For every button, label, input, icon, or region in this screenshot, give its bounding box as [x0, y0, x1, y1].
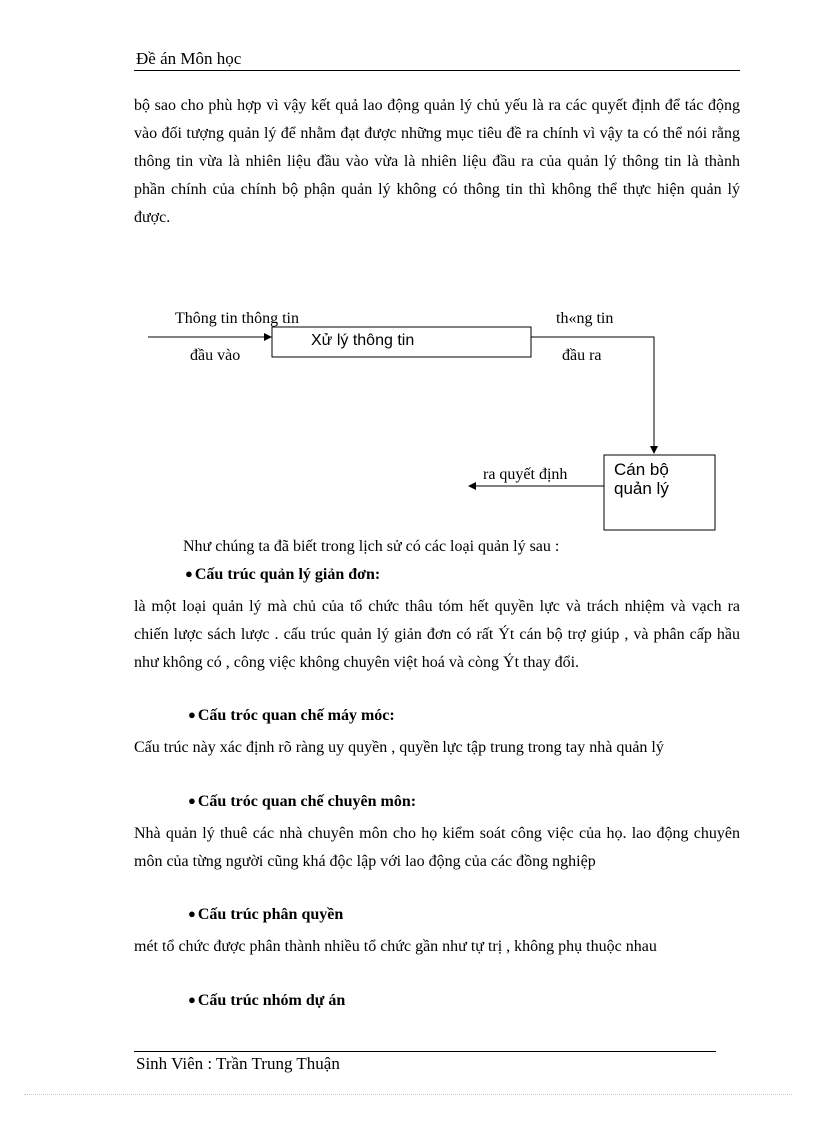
page-bottom-border [24, 1094, 792, 1095]
section-text: Cấu trúc này xác định rõ ràng uy quyền , quyền lực tập trung trong tay nhà quản lý [134, 739, 664, 756]
input-label-bottom: đầu vào [190, 347, 241, 364]
bullet-icon: ● [185, 566, 193, 581]
bullet-icon: ● [188, 793, 196, 808]
bullet-icon: ● [188, 707, 196, 722]
manager-box-label-2: quản lý [614, 479, 669, 498]
section-heading: ● Cấu trúc phân quyền [188, 906, 344, 923]
section-heading: ● Cấu tróc quan chế máy móc: [188, 707, 395, 724]
input-label-top: Thông tin thông tin [175, 310, 299, 327]
manager-box-label-1: Cán bộ [614, 460, 669, 479]
process-box-label: Xử lý thông tin [311, 332, 415, 349]
bullet-icon: ● [188, 992, 196, 1007]
output-label-top: th«ng tin [556, 310, 614, 327]
output-label-bottom: đầu ra [562, 347, 602, 364]
decision-label: ra quyết định [483, 466, 568, 483]
section-text: là một loại quản lý mà chủ của tổ chức thâu tóm hết quyền lực và trách nhiệm và vạch ra chiến lược sách lược . cấu trúc quản lý giản đơn có rất Ýt cán bộ trợ giúp , và phân cấp hầu như không có , công việc không chuyên việt hoá và còng Ýt thay đổi. [134, 598, 740, 671]
section-text: mét tổ chức được phân thành nhiều tổ chức gần như tự trị , không phụ thuộc nhau [134, 938, 657, 955]
section-heading: ● Cấu tróc quan chế chuyên môn: [188, 793, 417, 810]
intro-paragraph: bộ sao cho phù hợp vì vậy kết quả lao động quản lý chủ yếu là ra các quyết định để tác động vào đối tượng quản lý để nhằm đạt được những mục tiêu đề ra chính vì vậy ta có thể nói rằng thông tin vừa là nhiên liệu đầu vào vừa là nhiên liệu đầu ra của quản lý thông tin là thành phần chính của chính bộ phận quản lý không có thông tin thì không thể thực hiện quản lý được. [134, 97, 740, 226]
section-text: Nhà quản lý thuê các nhà chuyên môn cho họ kiểm soát công việc của họ. lao động chuyên môn của từng người cũng khá độc lập với lao động của các đồng nghiệp [134, 825, 740, 870]
section-heading: ● Cấu trúc quản lý giản đơn: [185, 566, 381, 583]
footer-author: Sinh Viên : Trần Trung Thuận [136, 1054, 340, 1073]
body-lead: Như chúng ta đã biết trong lịch sử có các loại quản lý sau : [183, 538, 560, 555]
page-header-title: Đề án Môn học [136, 49, 242, 68]
bullet-icon: ● [188, 906, 196, 921]
section-heading: ● Cấu trúc nhóm dự án [188, 992, 346, 1009]
footer-rule [134, 1051, 716, 1052]
